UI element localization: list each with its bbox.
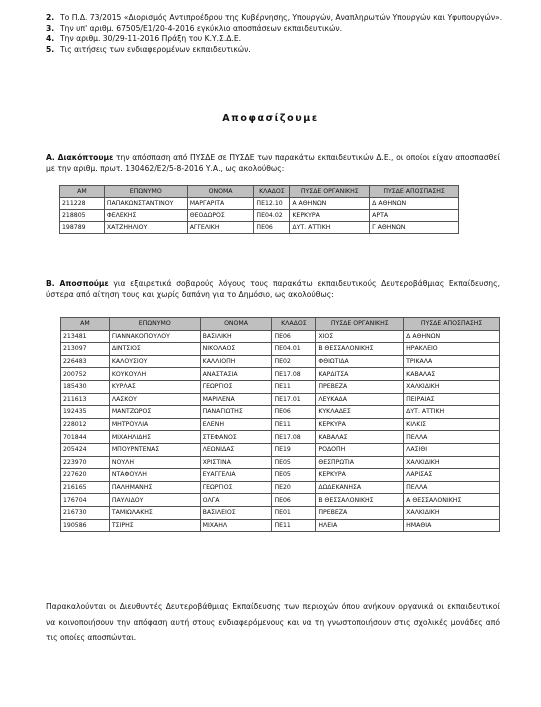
table-cell: 200752 xyxy=(61,368,110,381)
table-header-row xyxy=(60,186,459,198)
table-cell: Β ΘΕΣΣΑΛΟΝΙΚΗΣ xyxy=(316,343,404,356)
table-cell: ΧΡΙΣΤΙΝΑ xyxy=(200,456,272,469)
reference-item xyxy=(46,34,506,45)
table-cell: ΗΛΕΙΑ xyxy=(316,519,404,532)
section-a-text: την απόσπαση από ΠΥΣΔΕ σε ΠΥΣΔΕ των παρακάτω εκπαιδευτικών Δ.Ε., οι οποίοι είχαν αποσπασθεί με την αριθμ. πρωτ. 130462/Ε2/5-8-2016 Υ.Α., ως ακολούθως: xyxy=(46,153,500,173)
table-cell: ΛΑΣΚΟΥ xyxy=(109,393,200,406)
table-cell: ΤΣΙΡΗΣ xyxy=(109,519,200,532)
column-header: ΠΥΣΔΕ ΟΡΓΑΝΙΚΗΣ xyxy=(316,318,404,331)
table-cell: ΜΑΡΙΛΕΝΑ xyxy=(200,393,272,406)
table-cell: ΠΕ01 xyxy=(272,506,316,519)
table-row xyxy=(61,431,500,444)
column-header: ΠΥΣΔΕ ΟΡΓΑΝΙΚΗΣ xyxy=(290,186,370,198)
reference-text: Την αριθμ. 30/29-11-2016 Πράξη του Κ.Υ.Σ.Δ.Ε. xyxy=(60,34,242,43)
table-cell: ΠΕΙΡΑΙΑΣ xyxy=(404,393,500,406)
table-row xyxy=(61,443,500,456)
table-cell: ΠΑΠΑΚΩΝΣΤΑΝΤΙΝΟΥ xyxy=(104,198,187,210)
table-cell: ΛΑΡΙΣΑΣ xyxy=(404,469,500,482)
table-cell: ΝΤΑΦΟΥΛΗ xyxy=(109,469,200,482)
table-cell: ΜΑΝΤΖΩΡΟΣ xyxy=(109,406,200,419)
table-row xyxy=(61,481,500,494)
table-cell: ΘΕΣΠΡΩΤΙΑ xyxy=(316,456,404,469)
table-row xyxy=(60,210,459,222)
table-cell: ΠΕ11 xyxy=(272,418,316,431)
table-cell: 216165 xyxy=(61,481,110,494)
table-cell: ΠΕΛΛΑ xyxy=(404,481,500,494)
table-cell: ΕΛΕΝΗ xyxy=(200,418,272,431)
table-cell: 205424 xyxy=(61,443,110,456)
table-cell: Α ΑΘΗΝΩΝ xyxy=(290,198,370,210)
table-cell: 213481 xyxy=(61,330,110,343)
table-row xyxy=(61,494,500,507)
table-row xyxy=(61,343,500,356)
table-cell: ΚΑΒΑΛΑΣ xyxy=(404,368,500,381)
table-cell: ΠΕ04.01 xyxy=(272,343,316,356)
table-cell: 211613 xyxy=(61,393,110,406)
table-cell: ΠΕ11 xyxy=(272,519,316,532)
table-cell: ΠΕΛΛΑ xyxy=(404,431,500,444)
table-cell: ΧΑΛΚΙΔΙΚΗ xyxy=(404,456,500,469)
table-cell: 226483 xyxy=(61,355,110,368)
table-cell: ΛΑΣΙΘΙ xyxy=(404,443,500,456)
table-cell: ΚΕΡΚΥΡΑ xyxy=(316,469,404,482)
table-cell: ΔΥΤ. ΑΤΤΙΚΗ xyxy=(290,222,370,234)
section-b-lead: Β. Αποσπούμε xyxy=(46,279,109,288)
table-cell: ΗΜΑΘΙΑ xyxy=(404,519,500,532)
table-cell: ΔΩΔΕΚΑΝΗΣΑ xyxy=(316,481,404,494)
column-header: ΟΝΟΜΑ xyxy=(187,186,254,198)
column-header: ΠΥΣΔΕ ΑΠΟΣΠΑΣΗΣ xyxy=(404,318,500,331)
table-cell: ΓΕΩΡΓΙΟΣ xyxy=(200,380,272,393)
table-row xyxy=(61,380,500,393)
column-header: ΚΛΑΔΟΣ xyxy=(254,186,290,198)
table-cell: ΜΙΧΑΗΛ xyxy=(200,519,272,532)
column-header: ΕΠΩΝΥΜΟ xyxy=(109,318,200,331)
table-cell: ΝΙΚΟΛΑΟΣ xyxy=(200,343,272,356)
table-cell: ΡΟΔΟΠΗ xyxy=(316,443,404,456)
table-cell: ΠΑΝΑΓΙΩΤΗΣ xyxy=(200,406,272,419)
table-cell: ΘΕΟΔΩΡΟΣ xyxy=(187,210,254,222)
table-row xyxy=(60,198,459,210)
table-cell: ΚΟΥΚΟΥΛΗ xyxy=(109,368,200,381)
table-header-row xyxy=(61,318,500,331)
reference-number: 3. xyxy=(46,23,55,33)
table-cell: ΧΑΤΖΗΗΛΙΟΥ xyxy=(104,222,187,234)
section-a-lead: Α. Διακόπτουμε xyxy=(46,153,114,162)
table-cell: ΠΕ19 xyxy=(272,443,316,456)
table-cell: ΠΑΛΗΜΑΝΗΣ xyxy=(109,481,200,494)
table-cell: ΒΑΣΙΛΕΙΟΣ xyxy=(200,506,272,519)
table-cell: ΚΥΚΛΑΔΕΣ xyxy=(316,406,404,419)
table-cell: ΚΙΛΚΙΣ xyxy=(404,418,500,431)
table-cell: ΠΑΥΛΙΔΟΥ xyxy=(109,494,200,507)
column-header: ΟΝΟΜΑ xyxy=(200,318,272,331)
section-a-paragraph xyxy=(46,152,500,174)
table-cell: ΑΓΓΕΛΙΚΗ xyxy=(187,222,254,234)
table-cell: ΠΕ17.08 xyxy=(272,368,316,381)
column-header: ΑΜ xyxy=(61,318,110,331)
table-row xyxy=(61,330,500,343)
reference-list xyxy=(46,13,506,55)
table-cell: ΜΑΡΓΑΡΙΤΑ xyxy=(187,198,254,210)
table-cell: 192435 xyxy=(61,406,110,419)
reference-text: Την υπ' αριθμ. 67505/Ε1/20-4-2016 εγκύκλιο αποσπάσεων εκπαιδευτικών. xyxy=(60,23,343,33)
table-row xyxy=(60,222,459,234)
table-cell: Α ΘΕΣΣΑΛΟΝΙΚΗΣ xyxy=(404,494,500,507)
reference-text: Τις αιτήσεις των ενδιαφερομένων εκπαιδευτικών. xyxy=(60,44,251,54)
table-cell: ΠΡΕΒΕΖΑ xyxy=(316,380,404,393)
table-cell: ΚΑΛΟΥΣΙΟΥ xyxy=(109,355,200,368)
table-cell: ΣΤΕΦΑΝΟΣ xyxy=(200,431,272,444)
table-cell: ΚΕΡΚΥΡΑ xyxy=(316,418,404,431)
reference-item xyxy=(46,24,506,35)
table-cell: ΕΥΑΓΓΕΛΙΑ xyxy=(200,469,272,482)
table-cell: ΤΡΙΚΑΛΑ xyxy=(404,355,500,368)
table-cell: 216730 xyxy=(61,506,110,519)
table-cell: ΜΠΟΥΡΝΤΕΝΑΣ xyxy=(109,443,200,456)
table-cell: ΠΕ06 xyxy=(272,330,316,343)
table-row xyxy=(61,418,500,431)
reference-number: 4. xyxy=(46,34,55,43)
reference-number: 5. xyxy=(46,44,55,54)
table-cell: 198789 xyxy=(60,222,105,234)
closing-paragraph: Παρακαλούνται οι Διευθυντές Δευτεροβάθμιας Εκπαίδευσης των περιοχών όπου ανήκουν οργανικά οι εκπαιδευτικοί να κοινοποιήσουν την απόφαση αυτή στους ενδιαφερόμενους και να τη γνωστοποιήσουν στις σχολικές μονάδες από τις οποίες αποσπώνται. xyxy=(46,602,500,642)
table-cell: Δ ΑΘΗΝΩΝ xyxy=(404,330,500,343)
table-row xyxy=(61,506,500,519)
table-cell: ΠΕ12.10 xyxy=(254,198,290,210)
table-cell: 190586 xyxy=(61,519,110,532)
table-row xyxy=(61,393,500,406)
table-cell: 228012 xyxy=(61,418,110,431)
table-cell: 211228 xyxy=(60,198,105,210)
table-row xyxy=(61,519,500,532)
table-cell: Β ΘΕΣΣΑΛΟΝΙΚΗΣ xyxy=(316,494,404,507)
table-row xyxy=(61,469,500,482)
table-cell: ΚΕΡΚΥΡΑ xyxy=(290,210,370,222)
table-row xyxy=(61,355,500,368)
table-cell: ΠΕ05 xyxy=(272,456,316,469)
table-cell: ΜΙΧΑΗΛΙΔΗΣ xyxy=(109,431,200,444)
reference-item xyxy=(46,45,506,56)
table-cell: 218805 xyxy=(60,210,105,222)
table-cell: ΑΡΤΑ xyxy=(370,210,459,222)
table-cell: ΒΑΣΙΛΙΚΗ xyxy=(200,330,272,343)
table-cell: ΑΝΑΣΤΑΣΙΑ xyxy=(200,368,272,381)
new-secondments-table xyxy=(60,317,500,532)
table-cell: ΓΙΑΝΝΑΚΟΠΟΥΛΟΥ xyxy=(109,330,200,343)
reference-number: 2. xyxy=(46,13,55,22)
table-cell: ΚΑΒΑΛΑΣ xyxy=(316,431,404,444)
column-header: ΑΜ xyxy=(60,186,105,198)
table-cell: ΠΡΕΒΕΖΑ xyxy=(316,506,404,519)
table-row xyxy=(61,368,500,381)
table-cell: ΠΕ11 xyxy=(272,380,316,393)
column-header: ΕΠΩΝΥΜΟ xyxy=(104,186,187,198)
table-cell: 701844 xyxy=(61,431,110,444)
table-cell: ΜΗΤΡΟΥΛΙΑ xyxy=(109,418,200,431)
table-cell: ΠΕ06 xyxy=(254,222,290,234)
table-cell: ΗΡΑΚΛΕΙΟ xyxy=(404,343,500,356)
table-cell: ΠΕ06 xyxy=(272,494,316,507)
table-cell: ΚΥΡΛΑΣ xyxy=(109,380,200,393)
table-row xyxy=(61,456,500,469)
table-cell: 176704 xyxy=(61,494,110,507)
table-cell: ΝΟΥΛΗ xyxy=(109,456,200,469)
table-cell: ΤΑΜΙΩΛΑΚΗΣ xyxy=(109,506,200,519)
table-cell: ΛΕΩΝΙΔΑΣ xyxy=(200,443,272,456)
table-cell: ΠΕ02 xyxy=(272,355,316,368)
section-b-text: για εξαιρετικά σοβαρούς λόγους τους παρακάτω εκπαιδευτικούς Δευτεροβάθμιας Εκπαίδευσης, ύστερα από αίτηση τους και χωρίς δαπάνη για το Δημόσιο, ως ακολούθως: xyxy=(46,279,500,299)
table-cell: ΠΕ05 xyxy=(272,469,316,482)
table-cell: Γ ΑΘΗΝΩΝ xyxy=(370,222,459,234)
table-cell: 213097 xyxy=(61,343,110,356)
table-cell: ΚΑΡΔΙΤΣΑ xyxy=(316,368,404,381)
table-cell: ΓΕΩΡΓΙΟΣ xyxy=(200,481,272,494)
column-header: ΠΥΣΔΕ ΑΠΟΣΠΑΣΗΣ xyxy=(370,186,459,198)
reference-text: Το Π.Δ. 73/2015 «Διορισμός Αντιπροέδρου της Κυβέρνησης, Υπουργών, Αναπληρωτών Υπουργών και Υφυπουργών». xyxy=(60,13,503,22)
table-cell: 223970 xyxy=(61,456,110,469)
table-cell: ΧΙΟΣ xyxy=(316,330,404,343)
table-cell: ΠΕ04.02 xyxy=(254,210,290,222)
table-cell: 185430 xyxy=(61,380,110,393)
table-cell: ΦΕΛΕΚΗΣ xyxy=(104,210,187,222)
table-cell: ΔΥΤ. ΑΤΤΙΚΗ xyxy=(404,406,500,419)
suspended-secondments-table xyxy=(59,185,459,234)
table-cell: Δ ΑΘΗΝΩΝ xyxy=(370,198,459,210)
column-header: ΚΛΑΔΟΣ xyxy=(272,318,316,331)
table-cell: ΠΕ17.08 xyxy=(272,431,316,444)
table-cell: 227620 xyxy=(61,469,110,482)
table-cell: ΟΛΓΑ xyxy=(200,494,272,507)
table-cell: ΠΕ06 xyxy=(272,406,316,419)
section-b-paragraph xyxy=(46,278,500,300)
table-cell: ΚΑΛΛΙΟΠΗ xyxy=(200,355,272,368)
table-row xyxy=(61,406,500,419)
table-cell: ΧΑΛΚΙΔΙΚΗ xyxy=(404,380,500,393)
table-cell: ΧΑΛΚΙΔΙΚΗ xyxy=(404,506,500,519)
table-cell: ΦΘΙΩΤΙΔΑ xyxy=(316,355,404,368)
table-cell: ΠΕ17.01 xyxy=(272,393,316,406)
table-cell: ΠΕ20 xyxy=(272,481,316,494)
table-cell: ΔΙΝΤΣΙΟΣ xyxy=(109,343,200,356)
decision-heading: Αποφασίζουμε xyxy=(222,113,319,124)
reference-item xyxy=(46,13,506,24)
table-cell: ΛΕΥΚΑΔΑ xyxy=(316,393,404,406)
